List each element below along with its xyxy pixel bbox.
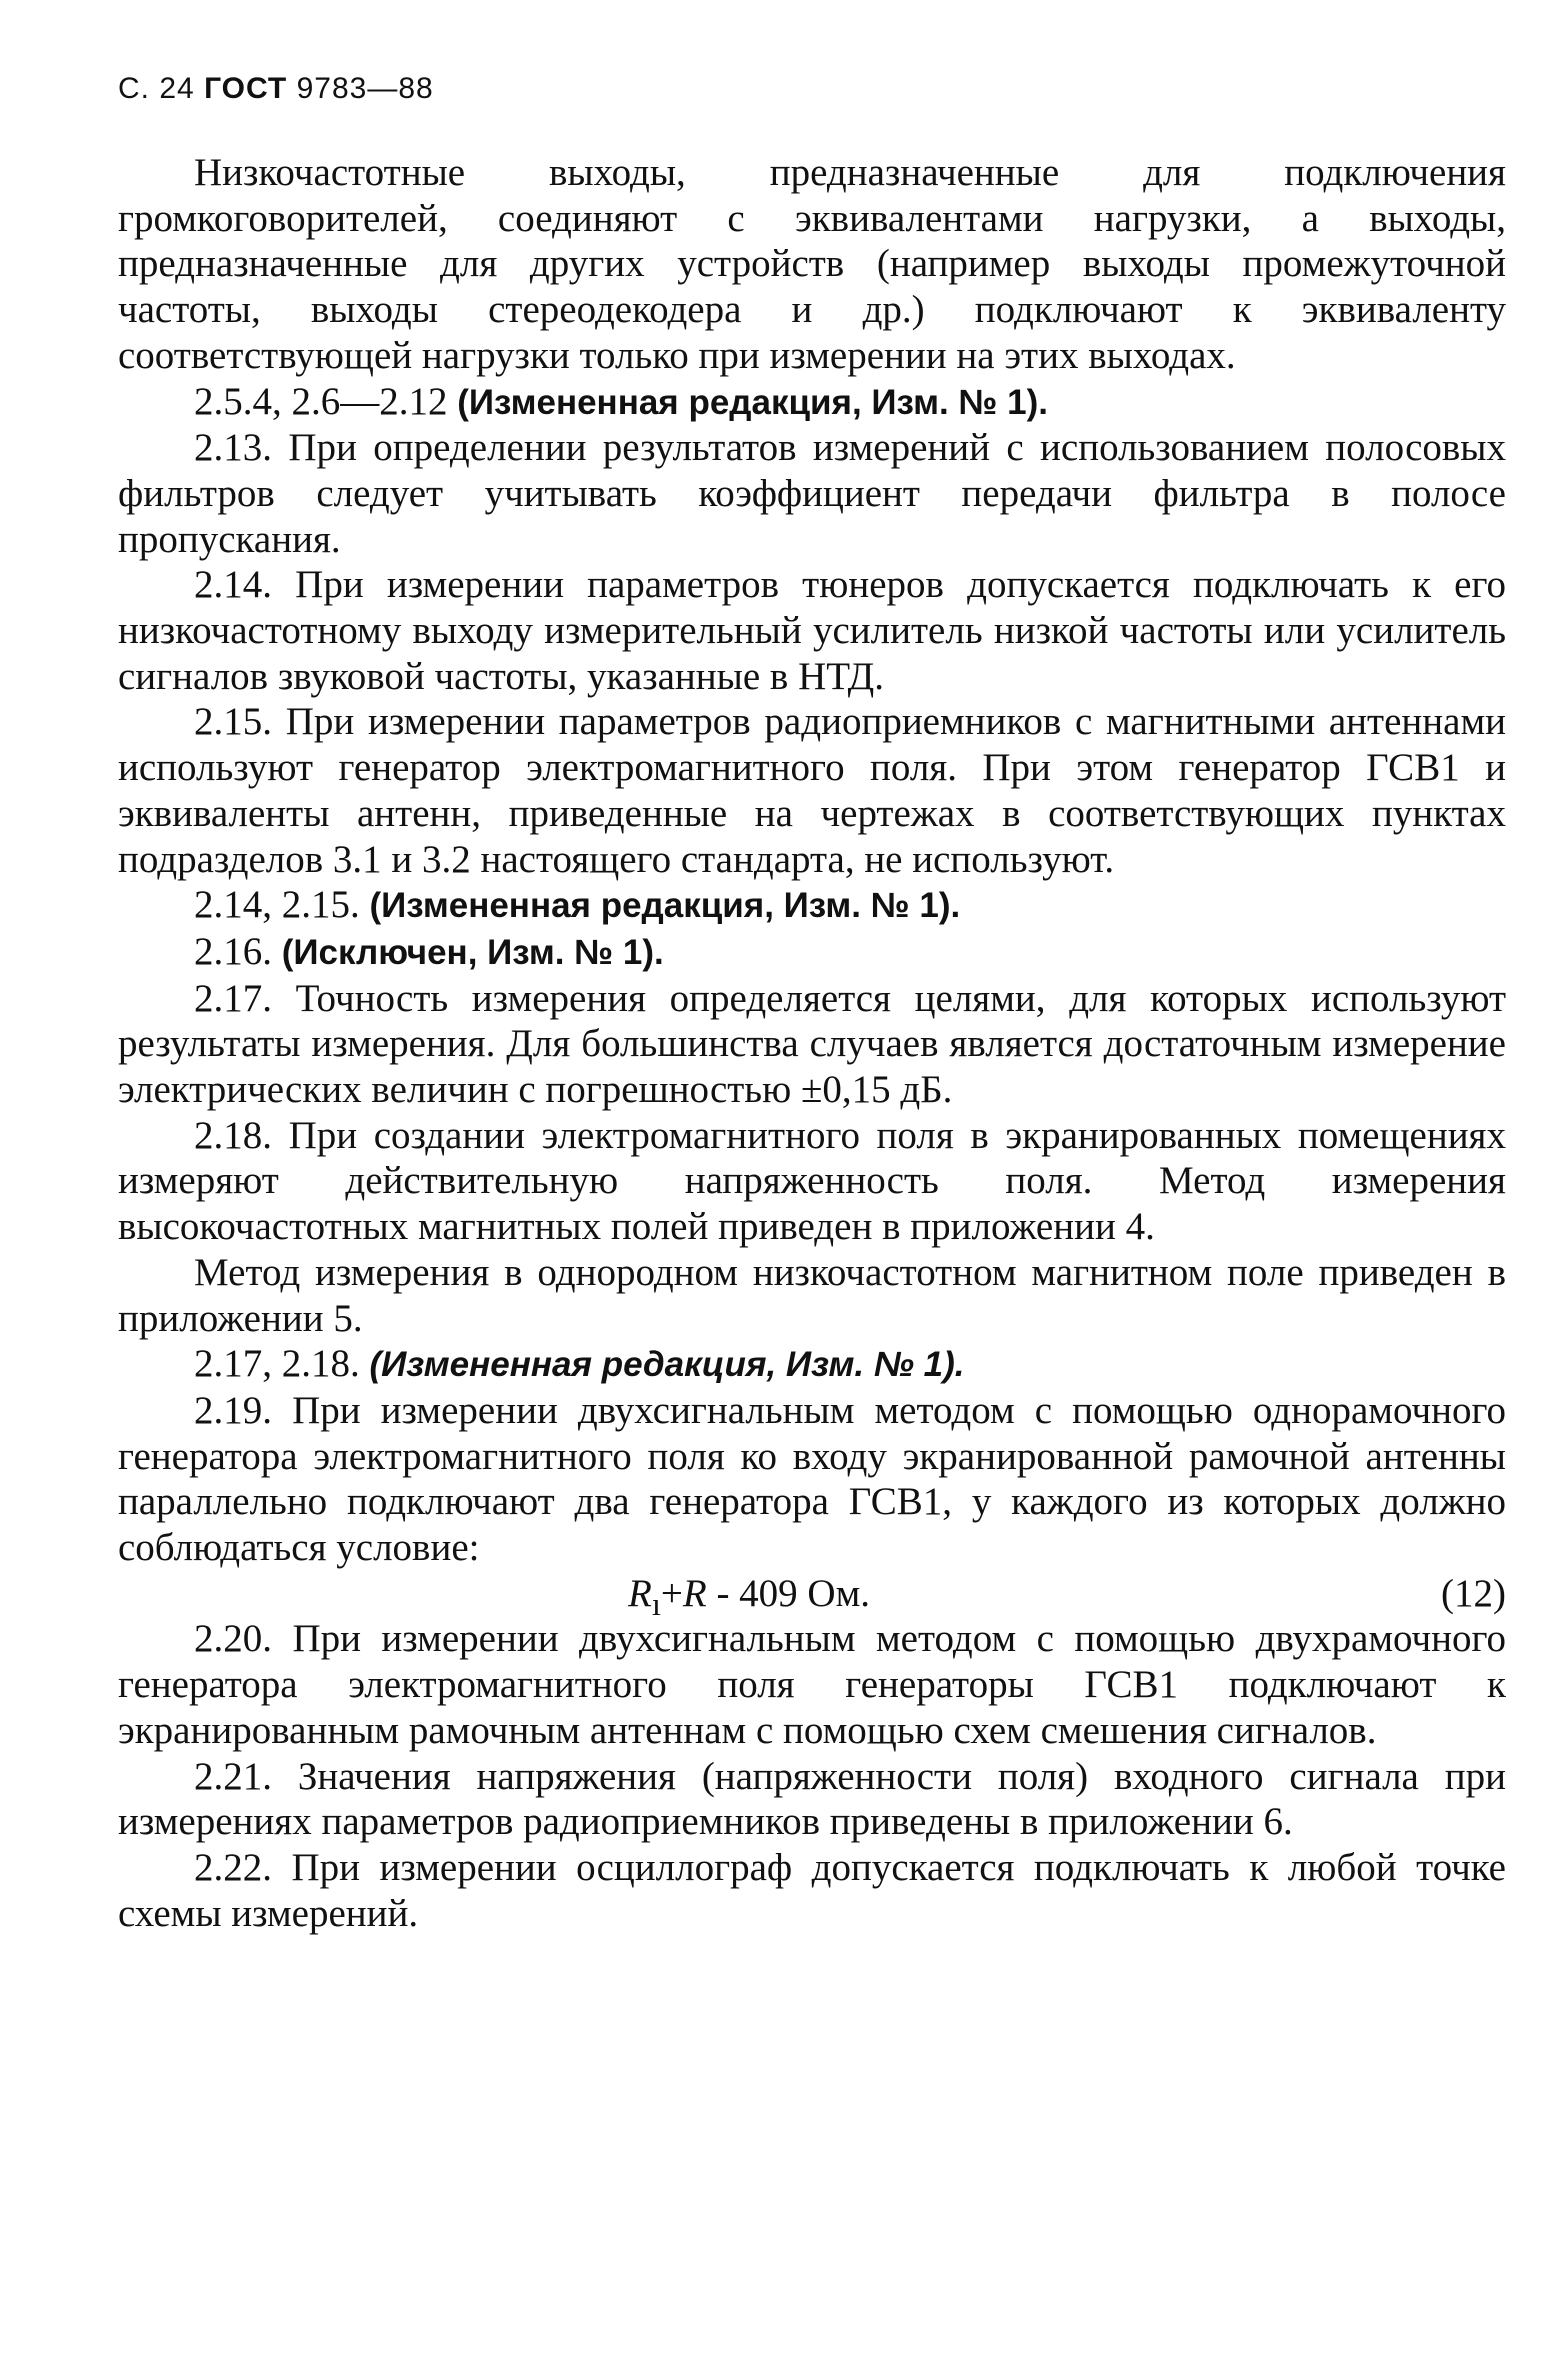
paragraph-low-frequency-field-method: Метод измерения в однородном низкочастотном магнитном поле приведен в приложении 5. [118, 1250, 1506, 1340]
formula-subscript: ı [651, 1586, 661, 1623]
paragraph-2-21: 2.21. Значения напряжения (напряженности поля) входного сигнала при измерениях параметров радиоприемников приведены в приложении 6. [118, 1754, 1506, 1844]
amendment-note: (Измененная редакция, Изм. № 1). [369, 1345, 965, 1385]
paragraph-2-20: 2.20. При измерении двухсигнальным методом с помощью двухрамочного генератора электромагнитного поля генераторы ГСВ1 подключают к экранированным рамочным антеннам с помощью схем смешения сигналов. [118, 1617, 1506, 1752]
document-body [118, 150, 1506, 1936]
clause-reference: 2.16. [194, 929, 272, 973]
amendment-note: (Измененная редакция, Изм. № 1). [369, 886, 961, 926]
formula-12 [118, 1571, 1506, 1623]
amendment-note: (Исключен, Изм. № 1). [281, 932, 664, 972]
equation-number: (12) [1441, 1571, 1506, 1615]
paragraph-2-15: 2.15. При измерении параметров радиоприемников с магнитными антеннами используют генератор электромагнитного поля. При этом генератор ГСВ1 и эквиваленты антенн, приведенные на чертежах в соответствующих пунктах подразделов 3.1 и 3.2 настоящего стандарта, не используют. [118, 700, 1506, 881]
page-number: С. 24 [118, 72, 195, 105]
standard-number: 9783—88 [296, 72, 434, 105]
formula-rest: - 409 Ом. [706, 1571, 871, 1615]
paragraph-2-14: 2.14. При измерении параметров тюнеров допускается подключать к его низкочастотному выходу измерительный усилитель низкой частоты или усилитель сигналов звуковой частоты, указанные в НТД. [118, 563, 1506, 698]
formula-expression [628, 1571, 870, 1629]
paragraph-amendment-2-5-4 [118, 379, 1506, 426]
clause-reference: 2.5.4, 2.6—2.12 [194, 379, 448, 423]
page-header [118, 72, 434, 106]
paragraph-low-frequency-outputs: Низкочастотные выходы, предназначенные для подключения громкоговорителей, соединяют с эквивалентами нагрузки, а выходы, предназначенные для других устройств (например выходы промежуточной частоты, выходы стереодекодера и др.) подключают к эквиваленту соответствующей нагрузки только при измерении на этих выходах. [118, 151, 1506, 377]
paragraph-2-18: 2.18. При создании электромагнитного поля в экранированных помещениях измеряют действительную напряженность поля. Метод измерения высокочастотных магнитных полей приведен в приложении 4. [118, 1113, 1506, 1249]
paragraph-amendment-2-17-2-18 [118, 1341, 1506, 1388]
paragraph-2-17: 2.17. Точность измерения определяется целями, для которых используют результаты измерения. Для большинства случаев является достаточным измерение электрических величин с погрешностью ±0,15 дБ. [118, 976, 1506, 1112]
paragraph-2-22: 2.22. При измерении осциллограф допускается подключать к любой точке схемы измерений. [118, 1846, 1506, 1935]
clause-reference: 2.14, 2.15. [194, 883, 360, 927]
formula-r1: R [628, 1571, 652, 1615]
standard-label: ГОСТ [204, 72, 288, 105]
clause-reference: 2.17, 2.18. [194, 1342, 360, 1386]
paragraph-2-13: 2.13. При определении результатов измерений с использованием полосовых фильтров следует учитывать коэффициент передачи фильтра в полосе пропускания. [118, 426, 1506, 561]
formula-plus: + [660, 1571, 683, 1615]
paragraph-2-16-excluded [118, 929, 1506, 976]
amendment-note: (Измененная редакция, Изм. № 1). [457, 382, 1048, 422]
paragraph-2-19: 2.19. При измерении двухсигнальным методом с помощью однорамочного генератора электромагнитного поля ко входу экранированной рамочной антенны параллельно подключают два генератора ГСВ1, у каждого из которых должно соблюдаться условие: [118, 1388, 1506, 1570]
paragraph-amendment-2-14-2-15 [118, 882, 1506, 929]
formula-r2: R [682, 1571, 707, 1615]
